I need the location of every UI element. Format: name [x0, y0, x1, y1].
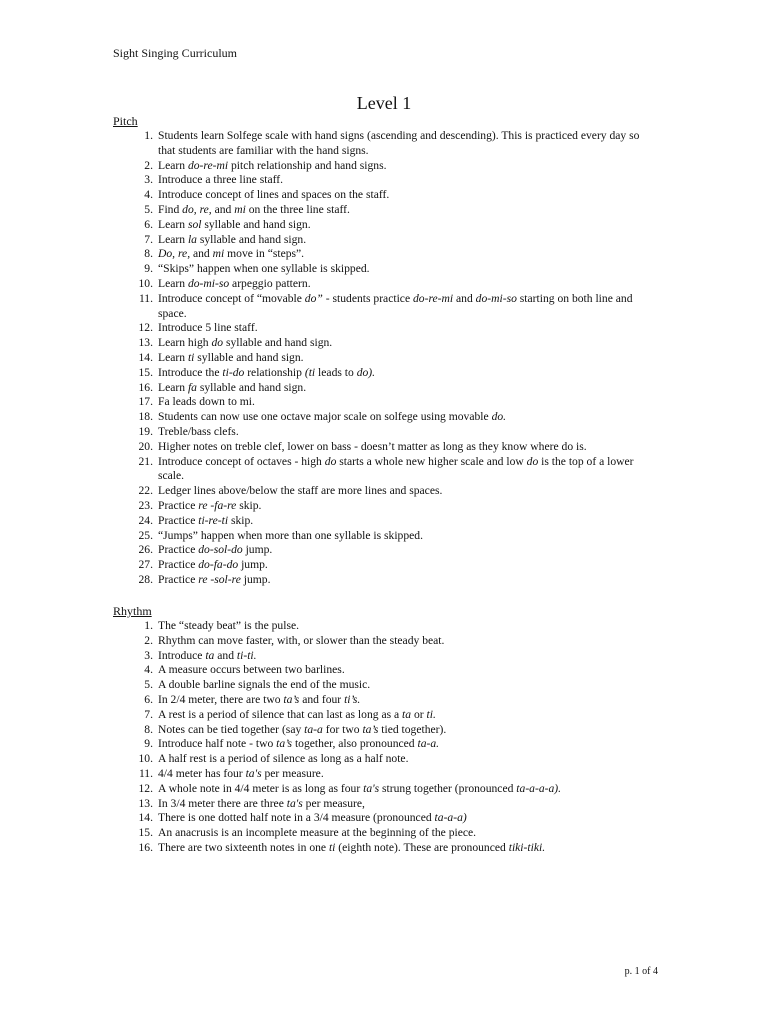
item-text: Learn — [158, 158, 188, 172]
item-text: There are two sixteenth notes in one — [158, 840, 329, 854]
rhythm-item — [113, 826, 658, 841]
item-text: Learn — [158, 217, 188, 231]
item-text: per measure, — [302, 796, 365, 810]
italic-term: ta — [402, 707, 412, 721]
italic-term: ti. — [426, 707, 436, 721]
item-text: pitch relationship and hand signs. — [228, 158, 387, 172]
item-text: There is one dotted half note in a 3/4 measure (pronounced — [158, 811, 435, 825]
item-number: 11. — [138, 291, 153, 305]
item-text: Introduce half note - two — [158, 737, 277, 751]
item-text: A whole note in 4/4 meter is as long as four — [158, 781, 364, 795]
item-number: 16. — [138, 840, 153, 854]
item-number: 14. — [138, 811, 153, 825]
pitch-item — [113, 173, 658, 188]
rhythm-item — [113, 708, 658, 723]
item-number: 13. — [138, 796, 153, 810]
item-text: Ledger lines above/below the staff are more lines and spaces. — [158, 484, 443, 498]
italic-term: mi — [212, 247, 225, 261]
pitch-item — [113, 351, 658, 366]
pitch-item — [113, 529, 658, 544]
italic-term: ta’s — [283, 692, 300, 706]
item-text: Students can now use one octave major scale on solfege using movable — [158, 410, 492, 424]
rhythm-item — [113, 663, 658, 678]
item-text: Introduce concept of octaves - high — [158, 454, 325, 468]
item-text: tied together). — [378, 722, 447, 736]
pitch-item — [113, 395, 658, 410]
pitch-item — [113, 203, 658, 218]
item-number: 1. — [144, 619, 153, 632]
item-number: 20. — [138, 439, 153, 453]
italic-term: ti-do — [222, 365, 245, 379]
item-text: skip. — [236, 498, 262, 512]
italic-term: ta's — [286, 796, 303, 810]
item-text: Introduce a three line staff. — [158, 173, 284, 187]
item-text: Rhythm can move faster, with, or slower than the steady beat. — [158, 633, 445, 647]
item-text: Students learn Solfege scale with hand signs (ascending and descending). This is practiced every day so that students are familiar with the hand signs. — [158, 129, 640, 157]
item-text: and — [214, 648, 237, 662]
page-title: Level 1 — [356, 93, 412, 113]
item-number: 8. — [144, 247, 153, 261]
item-text: (eighth note). These are pronounced — [335, 840, 509, 854]
item-text: jump. — [238, 558, 268, 572]
section-heading-rhythm: Rhythm — [113, 604, 152, 618]
italic-term: do” — [304, 291, 323, 305]
item-text: is the top of a lower scale. — [158, 454, 634, 483]
italic-term: do-re-mi — [187, 158, 229, 172]
item-text: An anacrusis is an incomplete measure at the beginning of the piece. — [158, 826, 477, 840]
pitch-item — [113, 336, 658, 351]
item-number: 2. — [144, 158, 153, 172]
item-text: syllable and hand sign. — [201, 217, 311, 231]
italic-term: ta’s — [362, 722, 379, 736]
item-text: Practice — [158, 543, 199, 557]
item-text: leads to — [315, 365, 357, 379]
item-number: 23. — [138, 498, 153, 512]
italic-term: ti’s. — [344, 692, 361, 706]
italic-term: do — [526, 454, 539, 468]
item-text: Learn — [158, 380, 188, 394]
item-text: In 2/4 meter, there are two — [158, 692, 284, 706]
item-text: arpeggio pattern. — [229, 276, 311, 290]
item-text: and — [211, 202, 235, 216]
italic-term: ta — [205, 648, 215, 662]
rhythm-item — [113, 811, 658, 826]
item-text: 4/4 meter has four — [158, 766, 246, 780]
rhythm-item — [113, 619, 658, 634]
item-number: 5. — [144, 202, 153, 216]
italic-term: do-re-mi — [412, 291, 454, 305]
item-text: Introduce the — [158, 365, 223, 379]
rhythm-item — [113, 649, 658, 664]
item-number: 16. — [138, 380, 153, 394]
item-text: “Jumps” happen when more than one syllable is skipped. — [158, 528, 423, 542]
rhythm-item — [113, 767, 658, 782]
item-text: Learn high — [158, 336, 212, 350]
item-text: Notes can be tied together (say — [158, 722, 305, 736]
item-text: Practice — [158, 558, 199, 572]
item-text: starts a whole new higher scale and low — [336, 454, 527, 468]
rhythm-section — [113, 604, 658, 856]
rhythm-item — [113, 693, 658, 708]
item-number: 7. — [144, 707, 153, 721]
rhythm-item — [113, 678, 658, 693]
pitch-item — [113, 277, 658, 292]
item-number: 3. — [144, 648, 153, 662]
italic-term: do — [211, 336, 224, 350]
item-text: Find — [158, 202, 183, 216]
item-number: 19. — [138, 424, 153, 438]
item-text: relationship — [244, 365, 305, 379]
item-text: Introduce concept of lines and spaces on the staff. — [158, 188, 390, 202]
item-number: 27. — [138, 558, 153, 572]
item-text: move in “steps”. — [224, 247, 305, 261]
item-text: on the three line staff. — [245, 202, 350, 216]
item-text: In 3/4 meter there are three — [158, 796, 287, 810]
item-text: A double barline signals the end of the music. — [158, 678, 371, 692]
pitch-item — [113, 484, 658, 499]
item-number: 4. — [144, 663, 153, 677]
pitch-item — [113, 440, 658, 455]
item-number: 1. — [144, 129, 153, 142]
item-number: 9. — [144, 262, 153, 276]
pitch-item — [113, 455, 658, 485]
item-text: syllable and hand sign. — [223, 336, 333, 350]
pitch-item — [113, 218, 658, 233]
item-text: for two — [322, 722, 363, 736]
pitch-item — [113, 573, 658, 588]
item-number: 6. — [144, 217, 153, 231]
item-text: Fa leads down to mi. — [158, 395, 255, 409]
italic-term: do-mi-so — [475, 291, 517, 305]
item-text: and — [190, 247, 213, 261]
item-text: syllable and hand sign. — [194, 350, 304, 364]
italic-term: ta-a-a-a). — [516, 781, 562, 795]
italic-term: Do, re, — [158, 247, 191, 261]
pitch-item — [113, 543, 658, 558]
pitch-item — [113, 233, 658, 248]
italic-term: do-fa-do — [198, 558, 239, 572]
item-text: Learn — [158, 350, 188, 364]
italic-term: ti — [328, 840, 336, 854]
item-text: The “steady beat” is the pulse. — [158, 619, 300, 632]
pitch-item — [113, 558, 658, 573]
rhythm-item — [113, 752, 658, 767]
italic-term: ta-a-a) — [434, 811, 467, 825]
item-number: 14. — [138, 350, 153, 364]
pitch-item — [113, 425, 658, 440]
item-text: Learn — [158, 276, 188, 290]
pitch-list — [113, 129, 658, 588]
item-number: 10. — [138, 276, 153, 290]
item-text: and four — [299, 692, 345, 706]
pitch-item — [113, 381, 658, 396]
italic-term: ti — [187, 350, 195, 364]
item-number: 26. — [138, 543, 153, 557]
italic-term: (ti — [304, 365, 316, 379]
item-number: 25. — [138, 528, 153, 542]
item-text: Introduce 5 line staff. — [158, 321, 258, 335]
pitch-section — [113, 114, 658, 588]
item-number: 17. — [138, 395, 153, 409]
item-text: Learn — [158, 232, 188, 246]
pitch-item — [113, 321, 658, 336]
italic-term: sol — [187, 217, 202, 231]
item-number: 18. — [138, 410, 153, 424]
item-text: Practice — [158, 513, 199, 527]
item-text: and — [453, 291, 476, 305]
item-text: A half rest is a period of silence as long as a half note. — [158, 752, 409, 766]
item-text: A rest is a period of silence that can last as long as a — [158, 707, 403, 721]
italic-term: tiki-tiki. — [508, 840, 546, 854]
rhythm-item — [113, 782, 658, 797]
item-number: 4. — [144, 188, 153, 202]
item-number: 9. — [144, 737, 153, 751]
italic-term: ta-a. — [417, 737, 440, 751]
italic-term: re -fa-re — [198, 498, 237, 512]
italic-term: la — [187, 232, 197, 246]
item-number: 3. — [144, 173, 153, 187]
item-text: jump. — [240, 572, 271, 586]
item-number: 11. — [138, 766, 153, 780]
running-header: Sight Singing Curriculum — [113, 46, 238, 60]
pitch-item — [113, 159, 658, 174]
item-number: 15. — [138, 365, 153, 379]
item-text: Practice — [158, 498, 199, 512]
item-text: Practice — [158, 572, 199, 586]
italic-term: do). — [356, 365, 376, 379]
item-text: per measure. — [261, 766, 324, 780]
item-number: 7. — [144, 232, 153, 246]
italic-term: fa — [187, 380, 197, 394]
item-number: 15. — [138, 826, 153, 840]
pitch-item — [113, 366, 658, 381]
italic-term: ta's — [245, 766, 262, 780]
item-text: Treble/bass clefs. — [158, 424, 239, 438]
item-text: or — [411, 707, 427, 721]
item-text: jump. — [242, 543, 273, 557]
item-number: 28. — [138, 572, 153, 586]
italic-term: re -sol-re — [198, 572, 241, 586]
item-text: A measure occurs between two barlines. — [158, 663, 345, 677]
rhythm-item — [113, 841, 658, 856]
item-number: 22. — [138, 484, 153, 498]
item-text: strung together (pronounced — [379, 781, 517, 795]
page-number: p. 1 of 4 — [624, 966, 658, 977]
rhythm-item — [113, 723, 658, 738]
italic-term: ta’s — [276, 737, 293, 751]
item-number: 21. — [138, 454, 153, 468]
item-text: Introduce concept of “movable — [158, 291, 305, 305]
item-number: 2. — [144, 633, 153, 647]
rhythm-item — [113, 737, 658, 752]
item-number: 12. — [138, 781, 153, 795]
item-number: 24. — [138, 513, 153, 527]
pitch-item — [113, 410, 658, 425]
italic-term: do — [324, 454, 337, 468]
rhythm-item — [113, 797, 658, 812]
italic-term: do-sol-do — [198, 543, 243, 557]
pitch-item — [113, 292, 658, 322]
italic-term: do, re, — [182, 202, 212, 216]
item-number: 13. — [138, 336, 153, 350]
item-number: 8. — [144, 722, 153, 736]
item-text: together, also pronounced — [292, 737, 418, 751]
rhythm-list — [113, 619, 658, 856]
item-text: skip. — [228, 513, 254, 527]
italic-term: mi — [234, 202, 246, 216]
italic-term: ta's — [363, 781, 380, 795]
section-heading-pitch: Pitch — [113, 114, 138, 128]
item-text: Higher notes on treble clef, lower on bass - doesn’t matter as long as they know where do is. — [158, 439, 587, 453]
pitch-item — [113, 499, 658, 514]
rhythm-item — [113, 634, 658, 649]
item-number: 5. — [144, 678, 153, 692]
italic-term: do. — [491, 410, 507, 424]
item-number: 12. — [138, 321, 153, 335]
pitch-item — [113, 247, 658, 262]
item-number: 6. — [144, 692, 153, 706]
pitch-item — [113, 262, 658, 277]
item-text: Introduce — [158, 648, 206, 662]
pitch-item — [113, 188, 658, 203]
item-text: syllable and hand sign. — [196, 232, 307, 246]
italic-term: do-mi-so — [187, 276, 230, 290]
item-number: 10. — [138, 752, 153, 766]
italic-term: ta-a — [304, 722, 323, 736]
pitch-item — [113, 514, 658, 529]
item-text: - students practice — [322, 291, 413, 305]
item-text: syllable and hand sign. — [196, 380, 307, 394]
item-text: starting on both line and space. — [158, 291, 633, 320]
italic-term: ti-re-ti — [198, 513, 229, 527]
pitch-item — [113, 129, 658, 159]
italic-term: ti-ti. — [236, 648, 257, 662]
item-text: “Skips” happen when one syllable is skipped. — [158, 262, 370, 276]
